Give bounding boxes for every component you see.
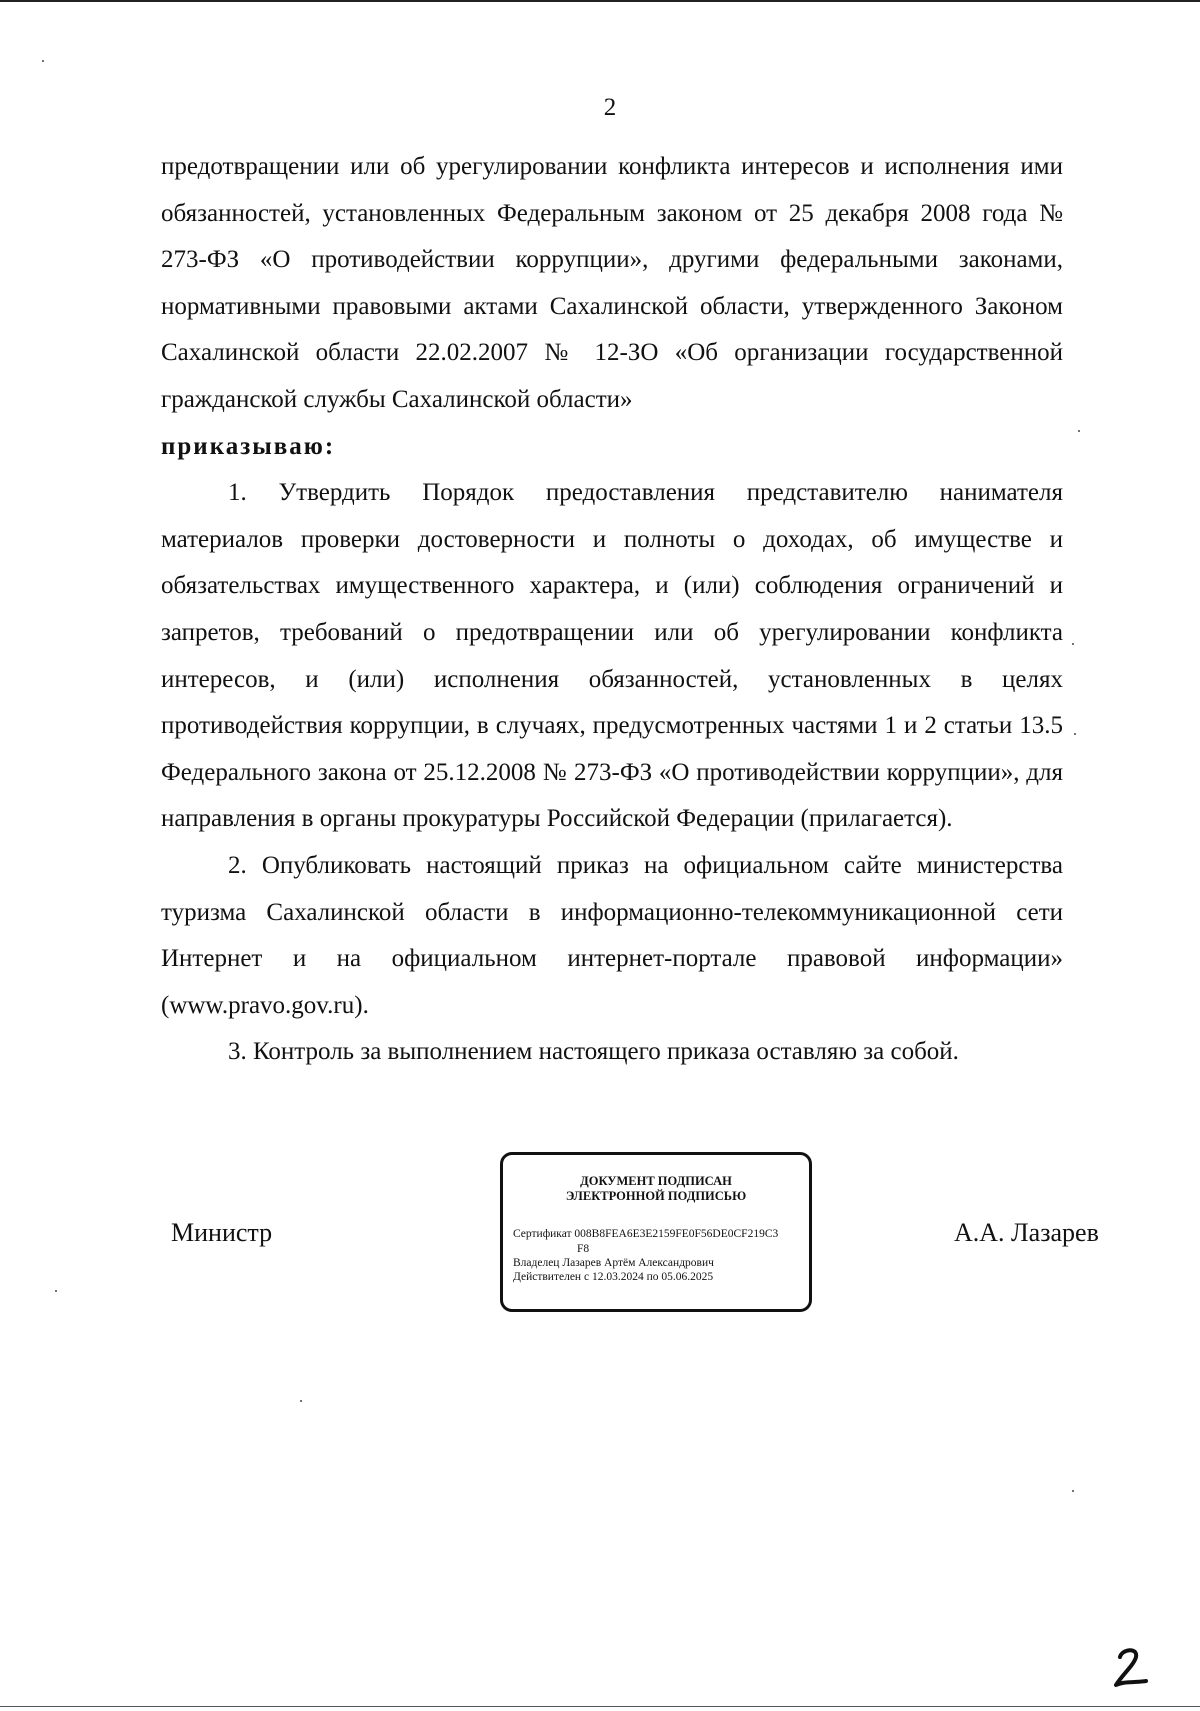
stamp-certificate-continuation: F8 [577, 1243, 590, 1255]
signer-name: А.А. Лазарев [954, 1218, 1099, 1247]
paragraph-item-2: 2. Опубликовать настоящий приказ на официальном сайте министерства туризма Сахалинской области в информационно-телекоммуникационной сети Интернет и на официальном интернет-портале правовой информации» (www.pravo.gov.ru). [161, 851, 1063, 1019]
handwritten-page-mark [1112, 1645, 1150, 1690]
order-body [161, 144, 1063, 1076]
stamp-title [503, 1174, 809, 1204]
scan-speck [1074, 733, 1076, 735]
scan-speck [1078, 430, 1080, 432]
page-number: 2 [603, 94, 617, 121]
scan-speck [42, 60, 44, 62]
scan-speck [1072, 643, 1074, 645]
scan-speck [300, 1400, 302, 1402]
paragraph-preamble: предотвращении или об урегулировании конфликта интересов и исполнения ими обязанностей, установленных Федеральным законом от 25 декабря 2008 года № 273-ФЗ «О противодействии коррупции», другими федеральными законами, нормативными правовыми актами Сахалинской области, утвержденного Законом Сахалинской области 22.02.2007 № 12-ЗО «Об организации государственной гражданской службы Сахалинской области» [161, 153, 1063, 413]
stamp-certificate: Сертификат 008B8FEA6E3E2159FE0F56DE0CF219C3 [513, 1228, 779, 1240]
stamp-title-line-2: ЭЛЕКТРОННОЙ ПОДПИСЬЮ [565, 1189, 747, 1203]
paragraph-item-1: 1. Утвердить Порядок предоставления представителю нанимателя материалов проверки достоверности и полноты о доходах, об имуществе и обязательствах имущественного характера, и (или) соблюдения ограничений и запретов, требований о предотвращении или об урегулировании конфликта интересов, и (или) исполнения обязанностей, установленных в целях противодействия коррупции, в случаях, предусмотренных частями 1 и 2 статьи 13.5 Федерального закона от 25.12.2008 № 273-ФЗ «О противодействии коррупции», для направления в органы прокуратуры Российской Федерации (прилагается). [161, 479, 1063, 833]
stamp-title-line-1: ДОКУМЕНТ ПОДПИСАН [580, 1174, 732, 1188]
scan-bottom-edge [0, 1706, 1200, 1707]
stamp-validity: Действителен с 12.03.2024 по 05.06.2025 [513, 1271, 714, 1283]
signer-position: Министр [171, 1218, 273, 1247]
scan-speck [55, 1290, 57, 1292]
electronic-signature-stamp [500, 1152, 812, 1312]
paragraph-item-3: 3. Контроль за выполнением настоящего приказа оставляю за собой. [228, 1038, 959, 1066]
scan-top-edge [0, 0, 1200, 2]
scan-speck [1072, 1490, 1074, 1492]
paragraph-decree-word: приказываю: [161, 432, 336, 460]
stamp-owner: Владелец Лазарев Артём Александрович [513, 1257, 714, 1269]
